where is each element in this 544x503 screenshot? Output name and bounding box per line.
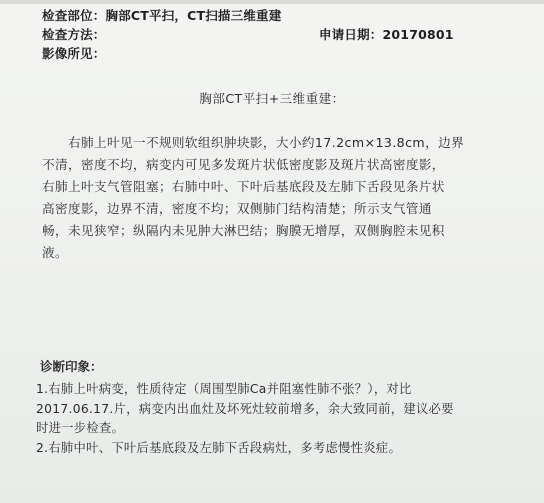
findings-line: 不清，密度不均，病变内可见多发斑片状低密度影及斑片状高密度影， <box>42 157 445 172</box>
findings-line: 高密度影，边界不清，密度不均；双侧肺门结构清楚；所示支气管通 <box>42 201 432 216</box>
top-edge <box>0 0 544 4</box>
exam-part-label: 检查部位： <box>42 8 106 23</box>
findings-line: 畅，未见狭窄；纵隔内未见肿大淋巴结；胸膜无增厚，双侧胸腔未见积 <box>42 223 445 238</box>
diagnosis-line: 2.右肺中叶、下叶后基底段及左肺下舌段病灶，多考虑慢性炎症。 <box>36 440 402 455</box>
exam-part-value: 胸部CT平扫，CT扫描三维重建 <box>105 8 282 23</box>
diagnosis-text <box>36 380 506 458</box>
apply-date-value: 20170801 <box>382 27 454 42</box>
imaging-label: 影像所见： <box>42 46 106 61</box>
findings-title: 胸部CT平扫+三维重建： <box>199 91 345 106</box>
diagnosis-heading: 诊断印象： <box>40 359 103 374</box>
findings-text <box>42 132 472 264</box>
apply-date-label: 申请日期： <box>319 27 383 42</box>
findings-line: 液。 <box>42 245 68 260</box>
findings-line: 右肺上叶支气管阻塞；右肺中叶、下叶后基底段及左肺下舌段见条片状 <box>42 179 445 194</box>
findings-line: 右肺上叶见一不规则软组织肿块影，大小约17.2cm×13.8cm，边界 <box>42 135 465 150</box>
diagnosis-line: 时进一步检查。 <box>36 421 125 435</box>
diagnosis-line: 2017.06.17.片，病变内出血灶及坏死灶较前增多，余大致同前，建议必要 <box>36 401 454 416</box>
exam-method-label: 检查方法： <box>42 27 106 42</box>
apply-date-row <box>319 25 454 43</box>
diagnosis-line: 1.右肺上叶病变，性质待定（周围型肺Ca并阻塞性肺不张？），对比 <box>36 382 412 396</box>
exam-part-row <box>42 6 281 24</box>
